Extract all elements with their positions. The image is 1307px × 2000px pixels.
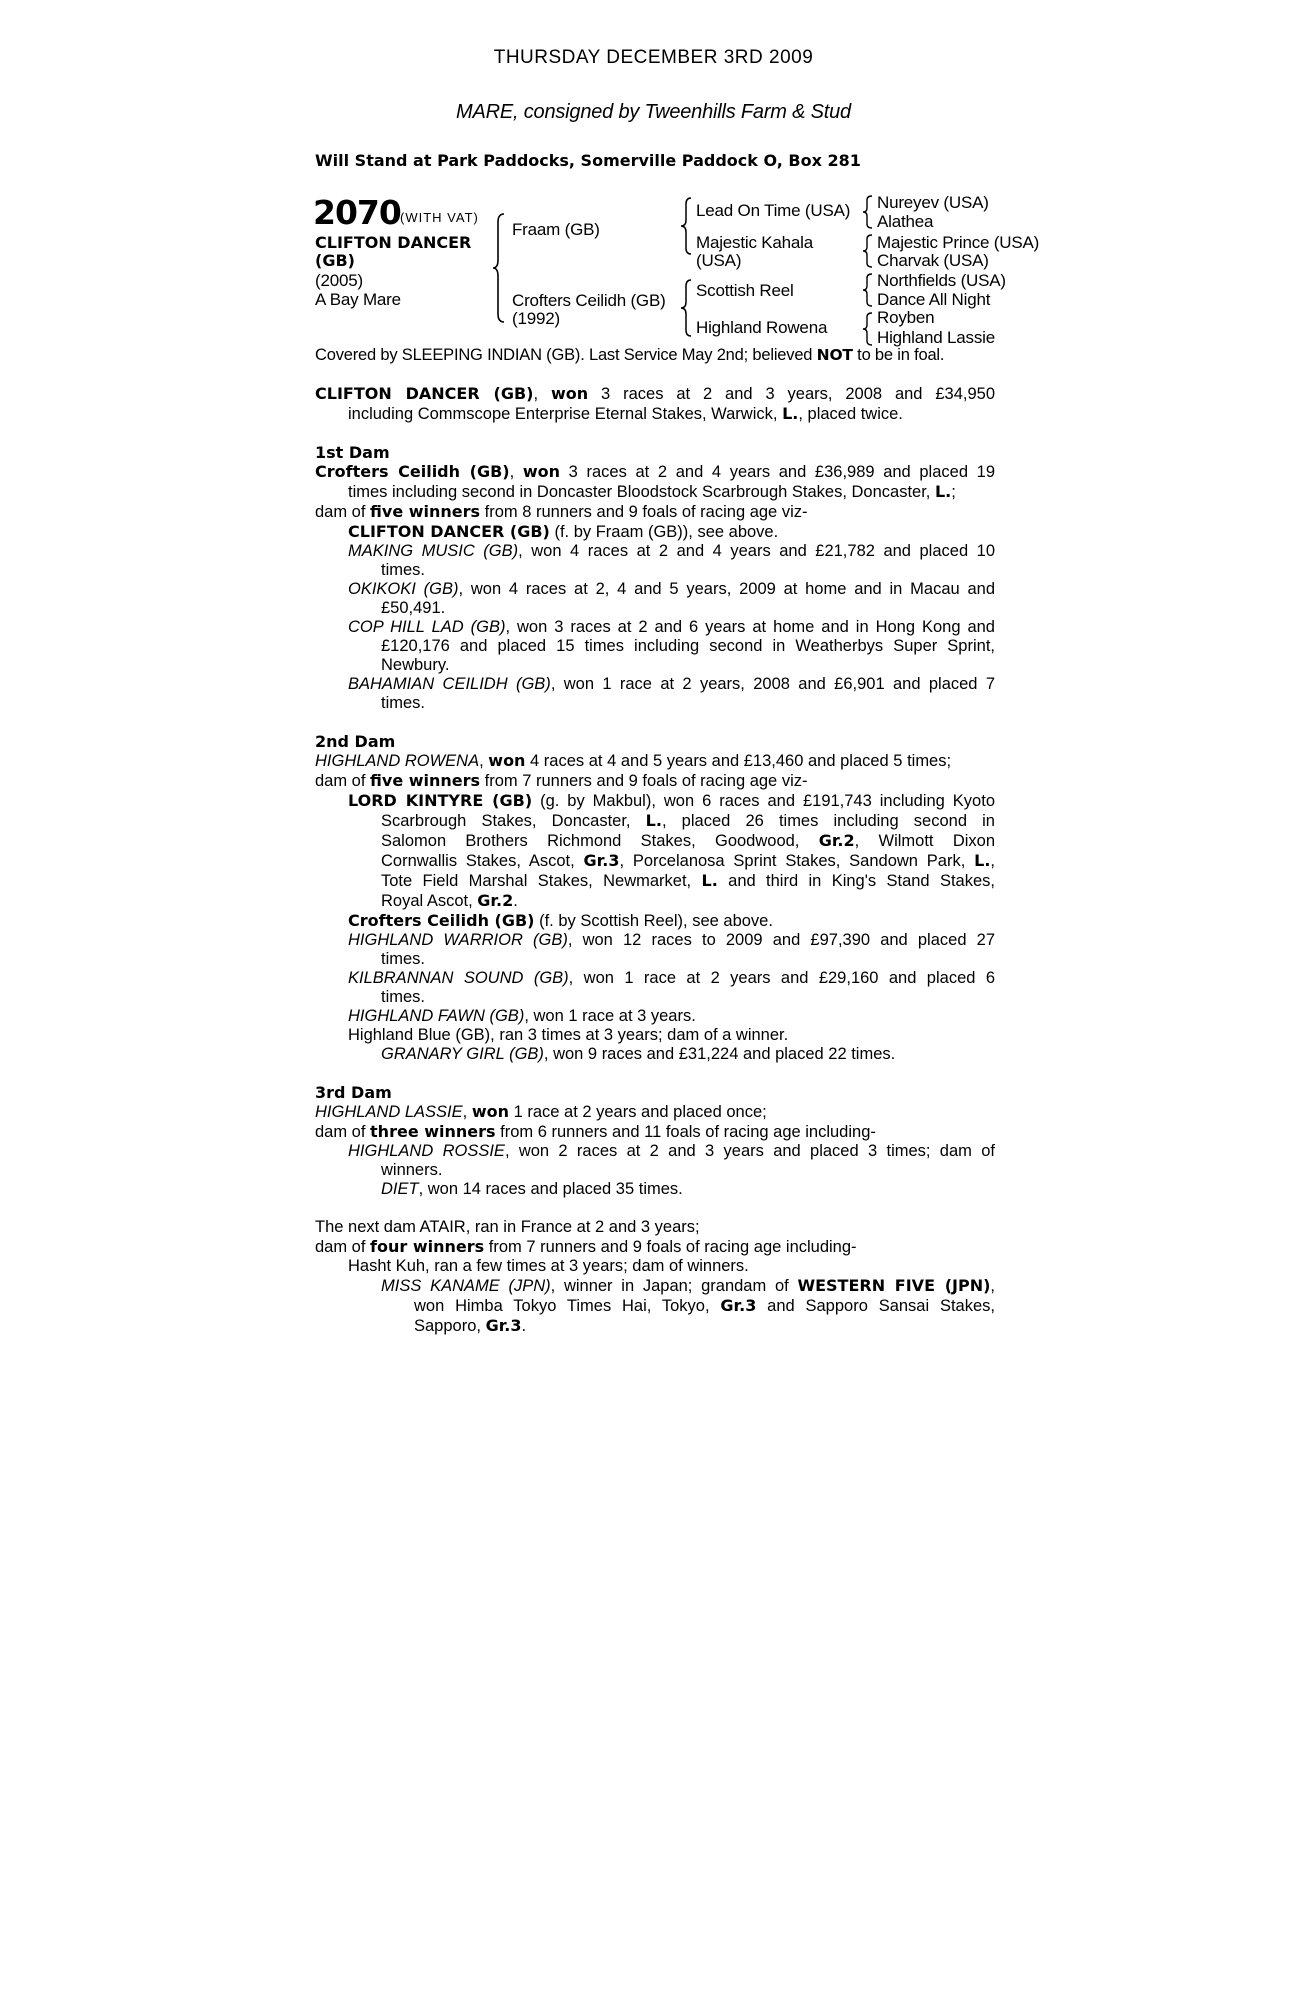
covered-note	[315, 346, 944, 365]
pedigree-brace-g3-1	[862, 194, 874, 230]
text-fragment: , won 12 races to 2009 and £97,390 and placed 27	[567, 931, 995, 949]
text-fragment: LORD KINTYRE (GB)	[348, 791, 533, 810]
pedigree-dam-dam: Highland Rowena	[696, 318, 828, 337]
consignment-line: MARE, consigned by Tweenhills Farm & Stud	[456, 101, 851, 123]
text-fragment: won Himba Tokyo Times Hai, Tokyo,	[414, 1297, 721, 1315]
first-dam-produce-2-cont: times.	[381, 561, 426, 579]
text-fragment: WESTERN FIVE (JPN)	[797, 1276, 991, 1295]
text-fragment: , won 9 races and £31,224 and placed 22 times.	[543, 1045, 896, 1063]
text-fragment: HIGHLAND WARRIOR (GB)	[348, 931, 568, 949]
second-dam-produce-6-foal	[315, 1045, 995, 1064]
text-fragment: HIGHLAND ROSSIE	[348, 1142, 505, 1160]
text-fragment: MISS KANAME (JPN)	[381, 1277, 551, 1295]
text-fragment: ;	[951, 483, 956, 501]
pedigree-dam-year: (1992)	[512, 309, 560, 328]
intro-line-2	[315, 404, 995, 424]
lot-number: 2070	[313, 193, 401, 232]
text-fragment: KILBRANNAN SOUND (GB)	[348, 969, 569, 987]
next-dam-produce-1-foal-cont2	[315, 1316, 995, 1336]
text-fragment: , winner in Japan; grandam of	[550, 1277, 798, 1295]
text-fragment: L.	[934, 482, 952, 501]
text-fragment: , won 2 races at 2 and 3 years and placed 3 times; dam of	[504, 1142, 995, 1160]
first-dam-produce-4-cont: £120,176 and placed 15 times including second in Weatherbys Super Sprint,	[381, 637, 995, 655]
text-fragment: , Wilmott Dixon	[854, 832, 996, 850]
pedigree-dam: Crofters Ceilidh (GB)	[512, 291, 666, 310]
pedigree-brace-sire	[680, 196, 694, 256]
text-fragment: four winners	[370, 1237, 485, 1256]
covered-text-end: to be in foal.	[852, 346, 945, 364]
text-fragment: , won 4 races at 2, 4 and 5 years, 2009 at home and in Macau and	[458, 580, 995, 598]
covered-text: Covered by SLEEPING INDIAN (GB). Last Service May 2nd; believed	[315, 346, 817, 364]
pedigree-brace-g3-3	[862, 272, 874, 308]
pedigree-g3-ssd: Alathea	[877, 212, 934, 231]
text-fragment: Gr.3	[720, 1296, 757, 1315]
text-fragment: 1 race at 2 years and placed once;	[508, 1103, 767, 1121]
third-dam-line-1	[315, 1102, 995, 1122]
text-fragment: won	[522, 462, 561, 481]
first-dam-produce-4-cont2: Newbury.	[381, 656, 450, 674]
text-fragment: ,	[509, 463, 523, 481]
text-fragment: (f. by Scottish Reel), see above.	[534, 912, 773, 930]
text-fragment: , placed 26 times including second in	[661, 812, 995, 830]
second-dam-heading: 2nd Dam	[315, 732, 396, 751]
text-fragment: (g. by Makbul), won 6 races and £191,743 including Kyoto	[532, 792, 995, 810]
first-dam-produce-3	[315, 580, 995, 599]
text-fragment: ,	[990, 852, 995, 870]
second-dam-produce-1	[315, 791, 995, 811]
next-dam-produce-1-foal	[315, 1276, 995, 1296]
pedigree-sire-dam-country: (USA)	[696, 251, 742, 270]
text-fragment: from 7 runners and 9 foals of racing age viz-	[480, 772, 808, 790]
pedigree-g3-dds: Royben	[877, 308, 935, 327]
text-fragment: dam of	[315, 1123, 371, 1141]
text-fragment: HIGHLAND ROWENA	[315, 752, 480, 770]
text-fragment: Crofters Ceilidh (GB)	[348, 911, 535, 930]
text-fragment: Tote Field Marshal Stakes, Newmarket,	[381, 872, 702, 890]
text-fragment: .	[513, 892, 518, 910]
pedigree-sire: Fraam (GB)	[512, 220, 600, 239]
text-fragment: dam of	[315, 1238, 371, 1256]
text-fragment: , won 1 race at 2 years, 2008 and £6,901 and placed 7	[550, 675, 995, 693]
text-fragment: ,	[462, 1103, 472, 1121]
next-dam-produce-1: Hasht Kuh, ran a few times at 3 years; dam of winners.	[348, 1257, 749, 1275]
text-fragment: ,	[990, 1277, 995, 1295]
next-dam-produce-intro	[315, 1237, 995, 1257]
second-dam-produce-1-cont5	[315, 891, 995, 911]
text-fragment: L.	[645, 811, 662, 830]
first-dam-produce-intro	[315, 502, 995, 522]
text-fragment: , won 4 races at 2 and 4 years and £21,782 and placed 10	[518, 542, 995, 560]
first-dam-produce-4	[315, 618, 995, 637]
text-fragment: three winners	[370, 1122, 496, 1141]
text-fragment: .	[521, 1317, 527, 1335]
text-fragment: and Sapporo Sansai Stakes,	[756, 1297, 995, 1315]
text-fragment: 3 races at 2 and 4 years and £36,989 and placed 19	[560, 463, 996, 481]
horse-description: A Bay Mare	[315, 290, 401, 309]
text-fragment: Gr.3	[485, 1316, 522, 1335]
second-dam-produce-1-cont1	[315, 811, 995, 831]
text-fragment: Sapporo,	[414, 1317, 486, 1335]
text-fragment: OKIKOKI (GB)	[348, 580, 459, 598]
text-fragment: Crofters Ceilidh (GB)	[315, 462, 510, 481]
first-dam-heading: 1st Dam	[315, 443, 390, 462]
text-fragment: BAHAMIAN CEILIDH (GB)	[348, 675, 551, 693]
third-dam-heading: 3rd Dam	[315, 1083, 392, 1102]
text-fragment: and third in King's Stand Stakes,	[717, 872, 995, 890]
second-dam-produce-6: Highland Blue (GB), ran 3 times at 3 years; dam of a winner.	[348, 1026, 789, 1044]
pedigree-g3-dss: Northfields (USA)	[877, 271, 1006, 290]
text-fragment: five winners	[370, 771, 481, 790]
first-dam-line-1	[315, 462, 995, 482]
text-fragment: from 7 runners and 9 foals of racing age including-	[484, 1238, 857, 1256]
second-dam-produce-1-cont2	[315, 831, 995, 851]
horse-country: (GB)	[315, 251, 355, 270]
text-fragment: , won 14 races and placed 35 times.	[418, 1180, 683, 1198]
text-fragment: , won 1 race at 2 years and £29,160 and placed 6	[568, 969, 996, 987]
text-fragment: 3 races at 2 and 3 years, 2008 and £34,950	[588, 385, 996, 403]
text-fragment: won	[471, 1102, 509, 1121]
second-dam-produce-3-cont: times.	[381, 950, 426, 968]
second-dam-produce-1-cont3	[315, 851, 995, 871]
text-fragment: MAKING MUSIC (GB)	[348, 542, 519, 560]
text-fragment: Gr.2	[477, 891, 514, 910]
pedigree-brace-g3-4	[862, 311, 874, 347]
pedigree-g3-dsd: Dance All Night	[877, 290, 991, 309]
text-fragment: GRANARY GIRL (GB)	[381, 1045, 544, 1063]
text-fragment: won	[550, 384, 589, 403]
text-fragment: including Commscope Enterprise Eternal Stakes, Warwick,	[348, 405, 783, 423]
first-dam-line-2	[315, 482, 995, 502]
text-fragment: from 8 runners and 9 foals of racing age viz-	[480, 503, 808, 521]
first-dam-produce-5-cont: times.	[381, 694, 426, 712]
pedigree-sire-sire: Lead On Time (USA)	[696, 201, 851, 220]
first-dam-produce-3-cont: £50,491.	[381, 599, 446, 617]
vat-note: (WITH VAT)	[400, 210, 479, 225]
text-fragment: HIGHLAND LASSIE	[315, 1103, 463, 1121]
text-fragment: CLIFTON DANCER (GB)	[315, 384, 534, 403]
text-fragment: , Porcelanosa Sprint Stakes, Sandown Park,	[619, 852, 975, 870]
text-fragment: (f. by Fraam (GB)), see above.	[549, 523, 779, 541]
first-dam-produce-5	[315, 675, 995, 694]
text-fragment: L.	[701, 871, 718, 890]
text-fragment: from 6 runners and 11 foals of racing age including-	[495, 1123, 876, 1141]
third-dam-produce-1-cont: winners.	[381, 1161, 443, 1179]
page-date: THURSDAY DECEMBER 3RD 2009	[493, 47, 814, 68]
next-dam-produce-1-foal-cont	[315, 1296, 995, 1316]
stand-location: Will Stand at Park Paddocks, Somerville Paddock O, Box 281	[315, 151, 861, 170]
second-dam-produce-intro	[315, 771, 995, 791]
horse-year: (2005)	[315, 271, 363, 290]
text-fragment: ,	[533, 385, 551, 403]
covered-not: NOT	[816, 346, 853, 364]
text-fragment: 4 races at 4 and 5 years and £13,460 and placed 5 times;	[525, 752, 952, 770]
text-fragment: times including second in Doncaster Bloodstock Scarbrough Stakes, Doncaster,	[348, 483, 935, 501]
text-fragment: CLIFTON DANCER (GB)	[348, 522, 550, 541]
second-dam-produce-3	[315, 931, 995, 950]
pedigree-sire-dam: Majestic Kahala	[696, 233, 814, 252]
horse-name: CLIFTON DANCER	[315, 233, 472, 252]
third-dam-produce-1	[315, 1142, 995, 1161]
second-dam-produce-4-cont: times.	[381, 988, 426, 1006]
second-dam-produce-4	[315, 969, 995, 988]
text-fragment: dam of	[315, 503, 371, 521]
text-fragment: DIET	[381, 1180, 419, 1198]
text-fragment: Cornwallis Stakes, Ascot,	[381, 852, 584, 870]
text-fragment: Gr.2	[818, 831, 855, 850]
text-fragment: five winners	[370, 502, 481, 521]
text-fragment: , won 3 races at 2 and 6 years at home and in Hong Kong and	[505, 618, 995, 636]
text-fragment: , won 1 race at 3 years.	[524, 1007, 696, 1025]
pedigree-brace-main	[492, 212, 508, 324]
catalogue-body	[315, 384, 995, 1336]
second-dam-produce-1-cont4	[315, 871, 995, 891]
third-dam-produce-2	[315, 1180, 995, 1199]
pedigree-brace-dam	[680, 278, 694, 338]
text-fragment: Scarbrough Stakes, Doncaster,	[381, 812, 646, 830]
text-fragment: dam of	[315, 772, 371, 790]
pedigree-g3-ddd: Highland Lassie	[877, 328, 995, 347]
next-dam-line-1: The next dam ATAIR, ran in France at 2 and 3 years;	[315, 1218, 700, 1236]
pedigree-brace-g3-2	[862, 233, 874, 269]
second-dam-produce-2	[315, 911, 995, 931]
intro-line-1	[315, 384, 995, 404]
pedigree-g3-sds: Majestic Prince (USA)	[877, 233, 1040, 252]
pedigree-dam-sire: Scottish Reel	[696, 281, 794, 300]
text-fragment: HIGHLAND FAWN (GB)	[348, 1007, 525, 1025]
second-dam-line-1	[315, 751, 995, 771]
text-fragment: L.	[974, 851, 991, 870]
text-fragment: Salomon Brothers Richmond Stakes, Goodwood,	[381, 832, 819, 850]
text-fragment: , placed twice.	[798, 405, 903, 423]
pedigree-g3-sss: Nureyev (USA)	[877, 193, 989, 212]
first-dam-produce-2	[315, 542, 995, 561]
text-fragment: Royal Ascot,	[381, 892, 478, 910]
text-fragment: L.	[782, 404, 799, 423]
pedigree-g3-sdd: Charvak (USA)	[877, 251, 989, 270]
first-dam-produce-1	[315, 522, 995, 542]
text-fragment: Gr.3	[583, 851, 620, 870]
text-fragment: won	[488, 751, 526, 770]
second-dam-produce-5	[315, 1007, 995, 1026]
text-fragment: ,	[479, 752, 489, 770]
text-fragment: COP HILL LAD (GB)	[348, 618, 506, 636]
third-dam-produce-intro	[315, 1122, 995, 1142]
